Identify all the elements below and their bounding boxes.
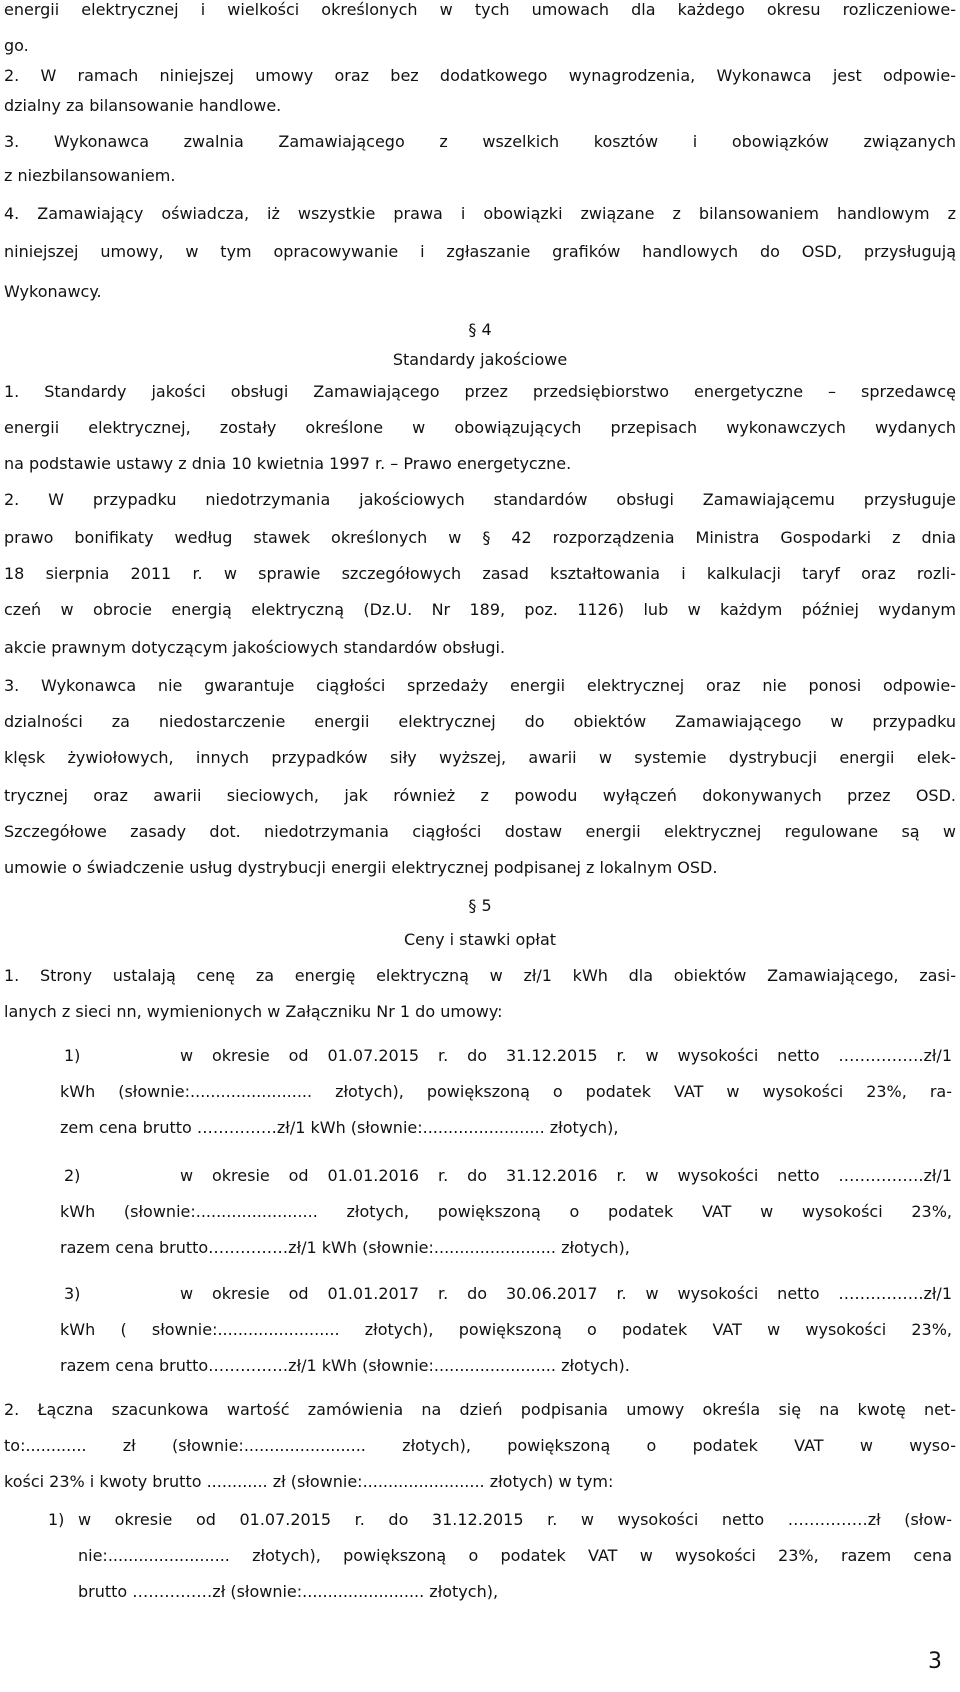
paragraph-line: dzialności za niedostarczenie energii elektrycznej do obiektów Zamawiającego w przypadku bbox=[4, 712, 956, 731]
paragraph-line: energii elektrycznej i wielkości określonych w tych umowach dla każdego okresu rozliczeniowe- bbox=[4, 0, 956, 19]
list-item-line: kWh ( słownie:........................ złotych), powiększoną o podatek VAT w wysokości 23%, bbox=[60, 1320, 952, 1339]
list-item-line: kWh (słownie:........................ złotych, powiększoną o podatek VAT w wysokości 23%, bbox=[60, 1202, 952, 1221]
paragraph-line: akcie prawnym dotyczącym jakościowych standardów obsługi. bbox=[4, 638, 506, 657]
section-title-5: Ceny i stawki opłat bbox=[403, 930, 557, 949]
list-item-line: brutto ……………zł (słownie:........................ złotych), bbox=[78, 1582, 499, 1601]
paragraph-line: niniejszej umowy, w tym opracowywanie i zgłaszanie grafików handlowych do OSD, przysługują bbox=[4, 242, 956, 261]
paragraph-line: prawo bonifikaty według stawek określonych w § 42 rozporządzenia Ministra Gospodarki z dnia bbox=[4, 528, 956, 547]
paragraph-line: 18 sierpnia 2011 r. w sprawie szczegółowych zasad kształtowania i kalkulacji taryf oraz rozli- bbox=[4, 564, 956, 583]
paragraph-line: go. bbox=[4, 36, 29, 55]
list-item-line: razem cena brutto……………zł/1 kWh (słownie:........................ złotych). bbox=[60, 1356, 630, 1375]
paragraph-line: klęsk żywiołowych, innych przypadków siły wyższej, awarii w systemie dystrybucji energii elek- bbox=[4, 748, 956, 767]
paragraph-line: kości 23% i kwoty brutto ............ zł (słownie:........................ złotych) w tym: bbox=[4, 1472, 614, 1491]
list-item-line: w okresie od 01.01.2016 r. do 31.12.2016 r. w wysokości netto …………….zł/1 bbox=[180, 1166, 952, 1185]
paragraph-line: dzialny za bilansowanie handlowe. bbox=[4, 96, 282, 115]
paragraph-line: z niezbilansowaniem. bbox=[4, 166, 176, 185]
paragraph-line: trycznej oraz awarii sieciowych, jak również z powodu wyłączeń dokonywanych przez OSD. bbox=[4, 786, 956, 805]
paragraph-line: umowie o świadczenie usług dystrybucji energii elektrycznej podpisanej z lokalnym OSD. bbox=[4, 858, 718, 877]
paragraph-line: 1. Standardy jakości obsługi Zamawiającego przez przedsiębiorstwo energetyczne – sprzedawcę bbox=[4, 382, 956, 401]
paragraph-line: na podstawie ustawy z dnia 10 kwietnia 1997 r. – Prawo energetyczne. bbox=[4, 454, 572, 473]
paragraph-line: Szczegółowe zasady dot. niedotrzymania ciągłości dostaw energii elektrycznej regulowane są w bbox=[4, 822, 956, 841]
paragraph-line: 2. W przypadku niedotrzymania jakościowych standardów obsługi Zamawiającemu przysługuje bbox=[4, 490, 956, 509]
paragraph-line: 2. Łączna szacunkowa wartość zamówienia na dzień podpisania umowy określa się na kwotę net- bbox=[4, 1400, 956, 1419]
paragraph-line: 4. Zamawiający oświadcza, iż wszystkie prawa i obowiązki związane z bilansowaniem handlowym z bbox=[4, 204, 956, 223]
section-sign-4: § 4 bbox=[468, 320, 492, 339]
page-number: 3 bbox=[928, 1649, 942, 1674]
list-item-line: w okresie od 01.01.2017 r. do 30.06.2017 r. w wysokości netto …………….zł/1 bbox=[180, 1284, 952, 1303]
list-item-line: zem cena brutto ……………zł/1 kWh (słownie:........................ złotych), bbox=[60, 1118, 619, 1137]
paragraph-line: czeń w obrocie energią elektryczną (Dz.U. Nr 189, poz. 1126) lub w każdym później wydanym bbox=[4, 600, 956, 619]
paragraph-line: Wykonawcy. bbox=[4, 282, 102, 301]
list-item-number: 1) bbox=[64, 1046, 81, 1065]
paragraph-line: 1. Strony ustalają cenę za energię elektryczną w zł/1 kWh dla obiektów Zamawiającego, zasi- bbox=[4, 966, 956, 985]
paragraph-line: energii elektrycznej, zostały określone w obowiązujących przepisach wykonawczych wydanych bbox=[4, 418, 956, 437]
paragraph-line: 2. W ramach niniejszej umowy oraz bez dodatkowego wynagrodzenia, Wykonawca jest odpowie- bbox=[4, 66, 956, 85]
paragraph-line: 3. Wykonawca nie gwarantuje ciągłości sprzedaży energii elektrycznej oraz nie ponosi odpowie- bbox=[4, 676, 956, 695]
paragraph-line: to:............ zł (słownie:........................ złotych), powiększoną o podatek VAT w wyso- bbox=[4, 1436, 956, 1455]
list-item-line: w okresie od 01.07.2015 r. do 31.12.2015 r. w wysokości netto ……………zł (słow- bbox=[78, 1510, 952, 1529]
list-item-line: w okresie od 01.07.2015 r. do 31.12.2015 r. w wysokości netto …………….zł/1 bbox=[180, 1046, 952, 1065]
list-item-number: 2) bbox=[64, 1166, 81, 1185]
list-item-line: razem cena brutto……………zł/1 kWh (słownie:........................ złotych), bbox=[60, 1238, 630, 1257]
list-item-number: 1) bbox=[48, 1510, 65, 1529]
list-item-line: kWh (słownie:........................ złotych), powiększoną o podatek VAT w wysokości 23%, ra- bbox=[60, 1082, 952, 1101]
paragraph-line: lanych z sieci nn, wymienionych w Załączniku Nr 1 do umowy: bbox=[4, 1002, 503, 1021]
section-sign-5: § 5 bbox=[468, 896, 492, 915]
list-item-line: nie:........................ złotych), powiększoną o podatek VAT w wysokości 23%, razem cena bbox=[78, 1546, 952, 1565]
paragraph-line: 3. Wykonawca zwalnia Zamawiającego z wszelkich kosztów i obowiązków związanych bbox=[4, 132, 956, 151]
section-title-4: Standardy jakościowe bbox=[392, 350, 568, 369]
list-item-number: 3) bbox=[64, 1284, 81, 1303]
